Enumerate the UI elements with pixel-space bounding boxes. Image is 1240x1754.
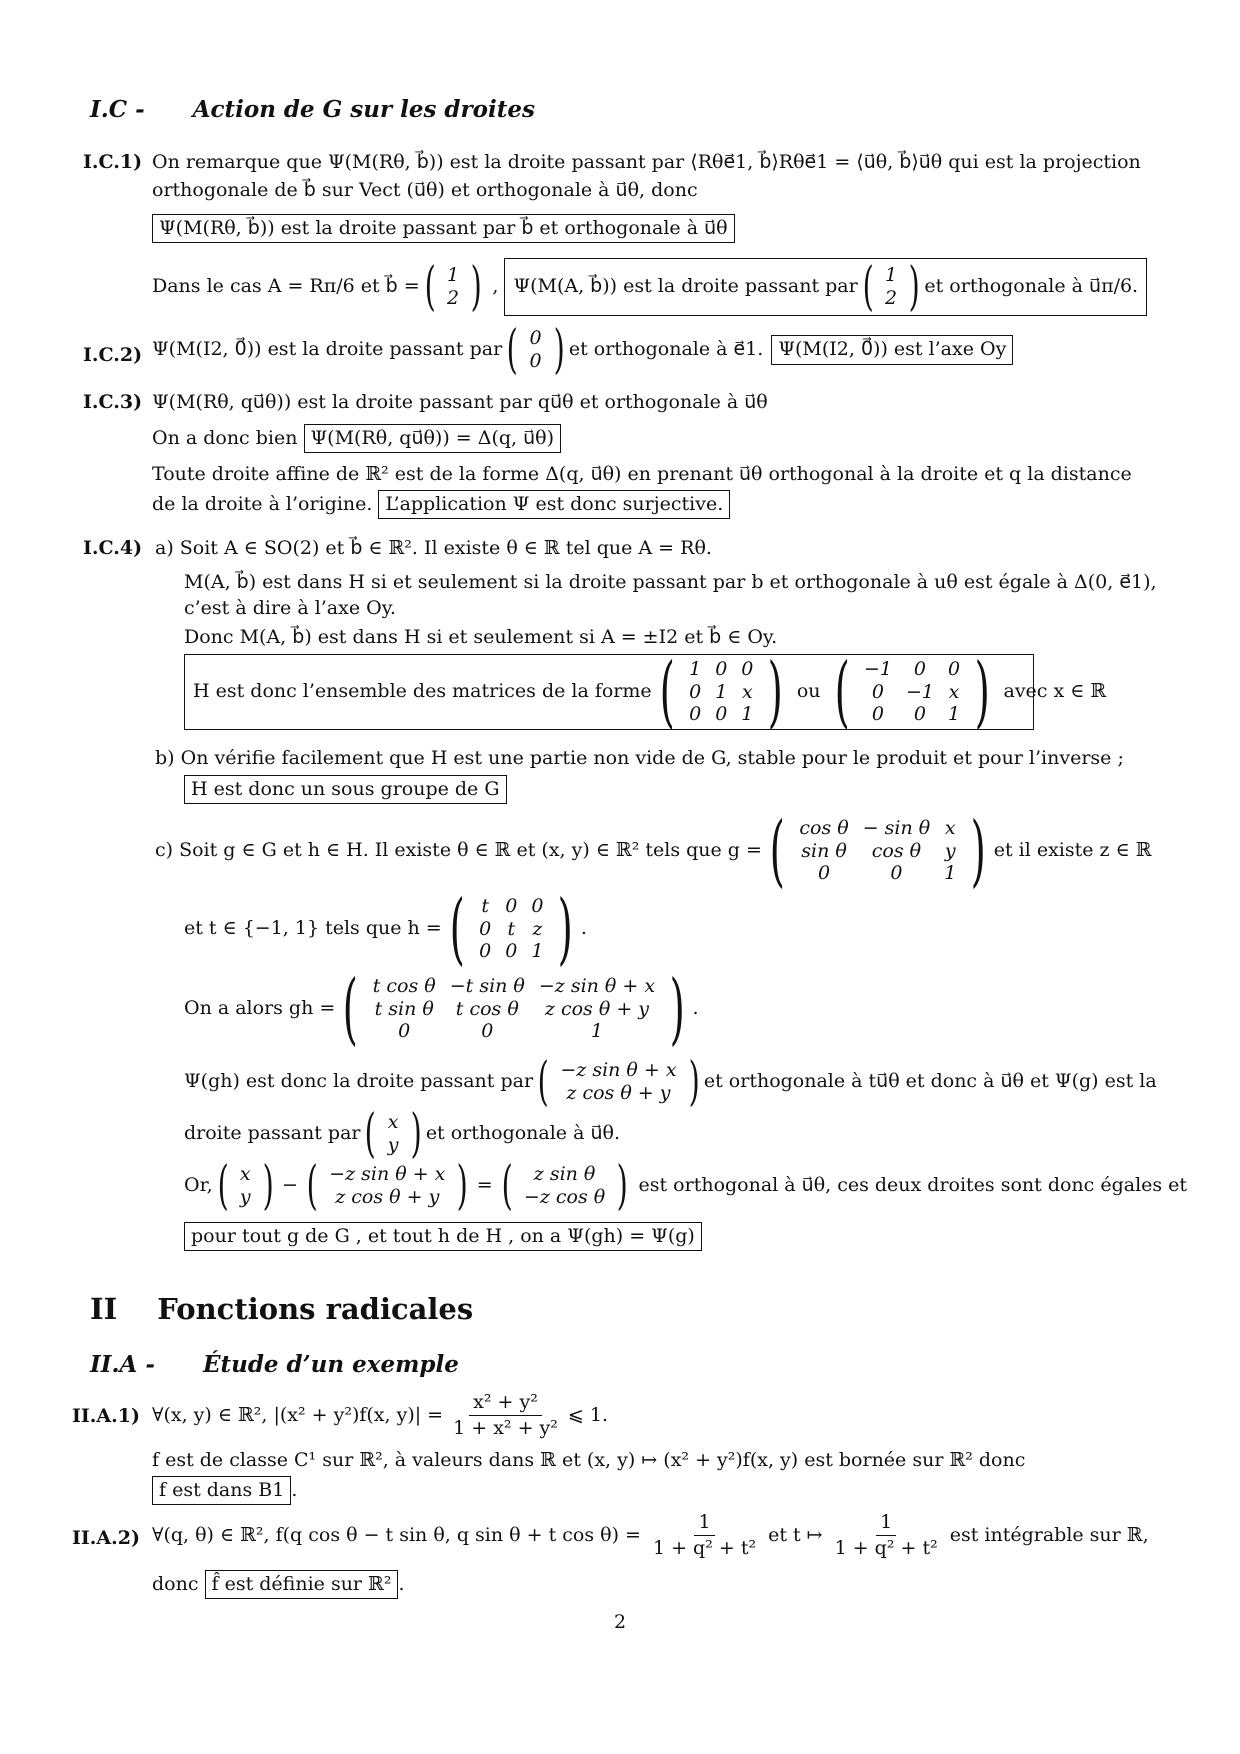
text-line: f est de classe C¹ sur ℝ², à valeurs dans ℝ et (x, y) ↦ (x² + y²)f(x, y) est bornée sur ℝ² donc (152, 1449, 1026, 1471)
matrix-cell: x (948, 680, 960, 703)
text-line: M(A, b⃗) est dans H si et seulement si la droite passant par b et orthogonale à uθ est égale à Δ(0, e⃗1), (184, 571, 1157, 593)
matrix-cell: 0 (947, 657, 961, 680)
matrix-cell: 0 (531, 894, 544, 917)
matrix-cell: 0 (479, 917, 492, 940)
text-line: a) Soit A ∈ SO(2) et b⃗ ∈ ℝ². Il existe θ ∈ ℝ tel que A = Rθ. (155, 537, 712, 559)
boxed-result: f est dans B1 . (152, 1476, 297, 1505)
boxed-result: L’application Ψ est donc surjective. (378, 490, 730, 519)
matrix-cell: −1 (905, 680, 934, 703)
section-title: Action de G sur les droites (192, 96, 535, 123)
text-line: ∀(x, y) ∈ ℝ², |(x² + y²)f(x, y)| = $\frac{\text{x² + y²}}{\text{1 + x² + y²}}$ ⩽ 1. (152, 1390, 608, 1441)
matrix-cell: z cos θ + y (544, 997, 650, 1020)
matrix-cell: 0 (817, 862, 831, 885)
fraction: $\frac{1}{\text{1 + q² + t²}}$ (652, 1511, 757, 1560)
matrix: ( cos θ − sin θ x sin θ cos θ y 0 0 1 ) (769, 806, 987, 896)
text-line: ∀(q, θ) ∈ ℝ², f(q cos θ − t sin θ, q sin θ + t cos θ) = $\frac{1}{\text{1 + q² + t²}}$ et t ↦ $\frac{1}{\text{1 + q² + t²}}$ est intégrable sur ℝ, (152, 1510, 1149, 1561)
matrix: ( t 0 0 0 t z 0 0 1 ) (449, 884, 574, 974)
section-heading-iia (90, 1350, 459, 1380)
boxed-result: Ψ(M(Rθ, b⃗)) est la droite passant par b⃗ et orthogonale à u⃗θ (152, 214, 735, 243)
matrix-cell: t cos θ (455, 997, 519, 1020)
text-line: et t ∈ {−1, 1} tels que h = ( t 0 0 0 t z 0 0 1 ) . (184, 884, 587, 974)
text-line: Ψ(gh) est donc la droite passant par ( −z sin θ + x z cos θ + y ) et orthogonale à tu⃗θ et donc à u⃗θ et Ψ(g) est la (184, 1052, 1157, 1112)
text-line: c) Soit g ∈ G et h ∈ H. Il existe θ ∈ ℝ et (x, y) ∈ ℝ² tels que g = ( cos θ − sin θ x sin θ cos θ y 0 0 1 ) et il existe z ∈ ℝ (155, 806, 1152, 896)
matrix-cell: 1 (741, 703, 754, 726)
column-vector: ( z sin θ −z cos θ ) (501, 1156, 628, 1216)
text-line: orthogonale de b⃗ sur Vect (u⃗θ) et orthogonale à u⃗θ, donc (152, 179, 698, 201)
text-line: Ψ(M(Rθ, qu⃗θ)) est la droite passant par qu⃗θ et orthogonale à u⃗θ (152, 391, 768, 413)
boxed-result: pour tout g de G , et tout h de H , on a Ψ(gh) = Ψ(g) (184, 1222, 702, 1251)
text-line: c’est à dire à l’axe Oy. (184, 597, 396, 619)
matrix-cell: 0 (689, 703, 702, 726)
boxed-result: H est donc un sous groupe de G (184, 775, 507, 804)
matrix-cell: 1 (715, 680, 728, 703)
matrix-cell: −t sin θ (449, 974, 525, 997)
matrix-cell: cos θ (871, 839, 922, 862)
column-vector: ( x y ) (217, 1156, 274, 1216)
matrix-cell: y (944, 839, 956, 862)
item-label: I.C.4) (83, 537, 143, 559)
matrix-cell: 0 (715, 657, 728, 680)
item-label: II.A.1) (72, 1405, 140, 1427)
matrix-cell: t cos θ (372, 974, 436, 997)
text-line: Ψ(M(I2, 0⃗)) est la droite passant par ( 0 0 ) et orthogonale à e⃗1. Ψ(M(I2, 0⃗)) est l’axe Oy (152, 324, 1013, 376)
matrix-cell: 0 (741, 657, 754, 680)
matrix-cell: 1 (590, 1020, 604, 1043)
matrix-cell: 1 (531, 940, 544, 963)
section-number: II.A - (90, 1351, 155, 1378)
text-line: Donc M(A, b⃗) est dans H si et seulement si A = ±I2 et b⃗ ∈ Oy. (184, 626, 778, 648)
matrix-cell: 0 (913, 657, 926, 680)
matrix-cell: 0 (398, 1020, 411, 1043)
text-line: droite passant par ( x y ) et orthogonale à u⃗θ. (184, 1104, 620, 1164)
item-label: II.A.2) (72, 1527, 140, 1549)
section-title: Fonctions radicales (157, 1292, 474, 1326)
matrix: ( t cos θ −t sin θ −z sin θ + x t sin θ t cos θ z cos θ + y 0 0 1 ) (342, 964, 685, 1054)
matrix: ( −1 0 0 0 −1 x 0 0 1 ) (834, 647, 990, 737)
matrix-cell: z (532, 917, 543, 940)
matrix-cell: − sin θ (862, 816, 931, 839)
section-heading-ii (90, 1290, 473, 1328)
column-vector: ( x y ) (365, 1104, 422, 1164)
matrix-cell: 0 (890, 862, 903, 885)
text-line: de la droite à l’origine. L’application Ψ est donc surjective. (152, 490, 730, 519)
matrix-cell: 0 (871, 703, 884, 726)
matrix-cell: t sin θ (374, 997, 434, 1020)
fraction: $\frac{\text{x² + y²}}{\text{1 + x² + y²}}$ (453, 1391, 558, 1440)
section-title: Étude d’un exemple (202, 1351, 459, 1378)
boxed-result: Ψ(M(I2, 0⃗)) est l’axe Oy (771, 335, 1013, 364)
matrix-cell: 0 (481, 1020, 494, 1043)
text-line: On a donc bien Ψ(M(Rθ, qu⃗θ)) = Δ(q, u⃗θ) (152, 424, 561, 453)
item-label: I.C.1) (83, 151, 143, 173)
section-number: I.C - (90, 96, 145, 123)
boxed-result: f̂ est définie sur ℝ² (205, 1570, 399, 1599)
text-line: b) On vérifie facilement que H est une partie non vide de G, stable pour le produit et pour l’inverse ; (155, 747, 1124, 769)
matrix-cell: 0 (505, 940, 518, 963)
matrix: ( 1 0 0 0 1 x 0 0 1 ) (659, 647, 784, 737)
text-line: donc f̂ est définie sur ℝ² . (152, 1570, 405, 1599)
text-line: On remarque que Ψ(M(Rθ, b⃗)) est la droite passant par ⟨Rθe⃗1, b⃗⟩Rθe⃗1 = ⟨u⃗θ, b⃗⟩u⃗θ qui est la projection (152, 151, 1141, 173)
boxed-result: Ψ(M(A, b⃗)) est la droite passant par ( 1 2 ) et orthogonale à u⃗π/6. (504, 258, 1147, 316)
column-vector: ( 0 0 ) (506, 320, 565, 380)
matrix-cell: −1 (863, 657, 892, 680)
column-vector: ( −z sin θ + x z cos θ + y ) (306, 1156, 469, 1216)
section-heading-ic (90, 95, 535, 125)
text-line: Toute droite affine de ℝ² est de la forme Δ(q, u⃗θ) en prenant u⃗θ orthogonal à la droite et q la distance (152, 463, 1132, 485)
matrix-cell: x (944, 816, 956, 839)
matrix-cell: 0 (913, 703, 926, 726)
matrix-cell: 1 (944, 862, 957, 885)
boxed-result: Ψ(M(Rθ, qu⃗θ)) = Δ(q, u⃗θ) (304, 424, 562, 453)
matrix-cell: 0 (689, 680, 702, 703)
boxed-matrix-result: H est donc l’ensemble des matrices de la forme ( 1 0 0 0 1 x 0 0 1 ) ou ( −1 0 0 0 −1 x 0 0 1 ) avec x ∈ ℝ (184, 654, 1034, 730)
matrix-cell: −z sin θ + x (538, 974, 656, 997)
matrix-cell: x (741, 680, 753, 703)
fraction: $\frac{1}{\text{1 + q² + t²}}$ (834, 1511, 938, 1560)
matrix-cell: cos θ (799, 816, 849, 839)
item-label: I.C.3) (83, 391, 143, 413)
matrix-cell: 1 (947, 703, 961, 726)
text-line: On a alors gh = ( t cos θ −t sin θ −z sin θ + x t sin θ t cos θ z cos θ + y 0 0 1 ) . (184, 964, 699, 1054)
matrix-cell: t (507, 917, 516, 940)
page-number: 2 (613, 1611, 627, 1633)
matrix-cell: sin θ (801, 839, 847, 862)
matrix-cell: 1 (689, 657, 702, 680)
item-label: I.C.2) (83, 344, 143, 366)
matrix-cell: 0 (479, 940, 492, 963)
matrix-cell: 0 (715, 703, 728, 726)
matrix-cell: 0 (871, 680, 884, 703)
matrix-cell: 0 (505, 894, 518, 917)
column-vector: ( 1 2 ) (424, 257, 482, 317)
matrix-cell: t (481, 894, 490, 917)
text-line: Or, ( x y ) − ( −z sin θ + x z cos θ + y ) = ( z sin θ −z cos θ ) est orthogonal à u⃗θ, ces deux droites sont donc égales et (184, 1156, 1188, 1216)
text-segment: Dans le cas A = Rπ/6 et b⃗ = (152, 275, 420, 298)
column-vector: ( −z sin θ + x z cos θ + y ) (537, 1052, 700, 1112)
case-line: Dans le cas A = Rπ/6 et b⃗ = ( 1 2 ) , Ψ(M(A, b⃗)) est la droite passant par ( 1 2 ) et orthogonale à u⃗π/6. (152, 258, 1147, 316)
section-number: II (90, 1292, 118, 1326)
